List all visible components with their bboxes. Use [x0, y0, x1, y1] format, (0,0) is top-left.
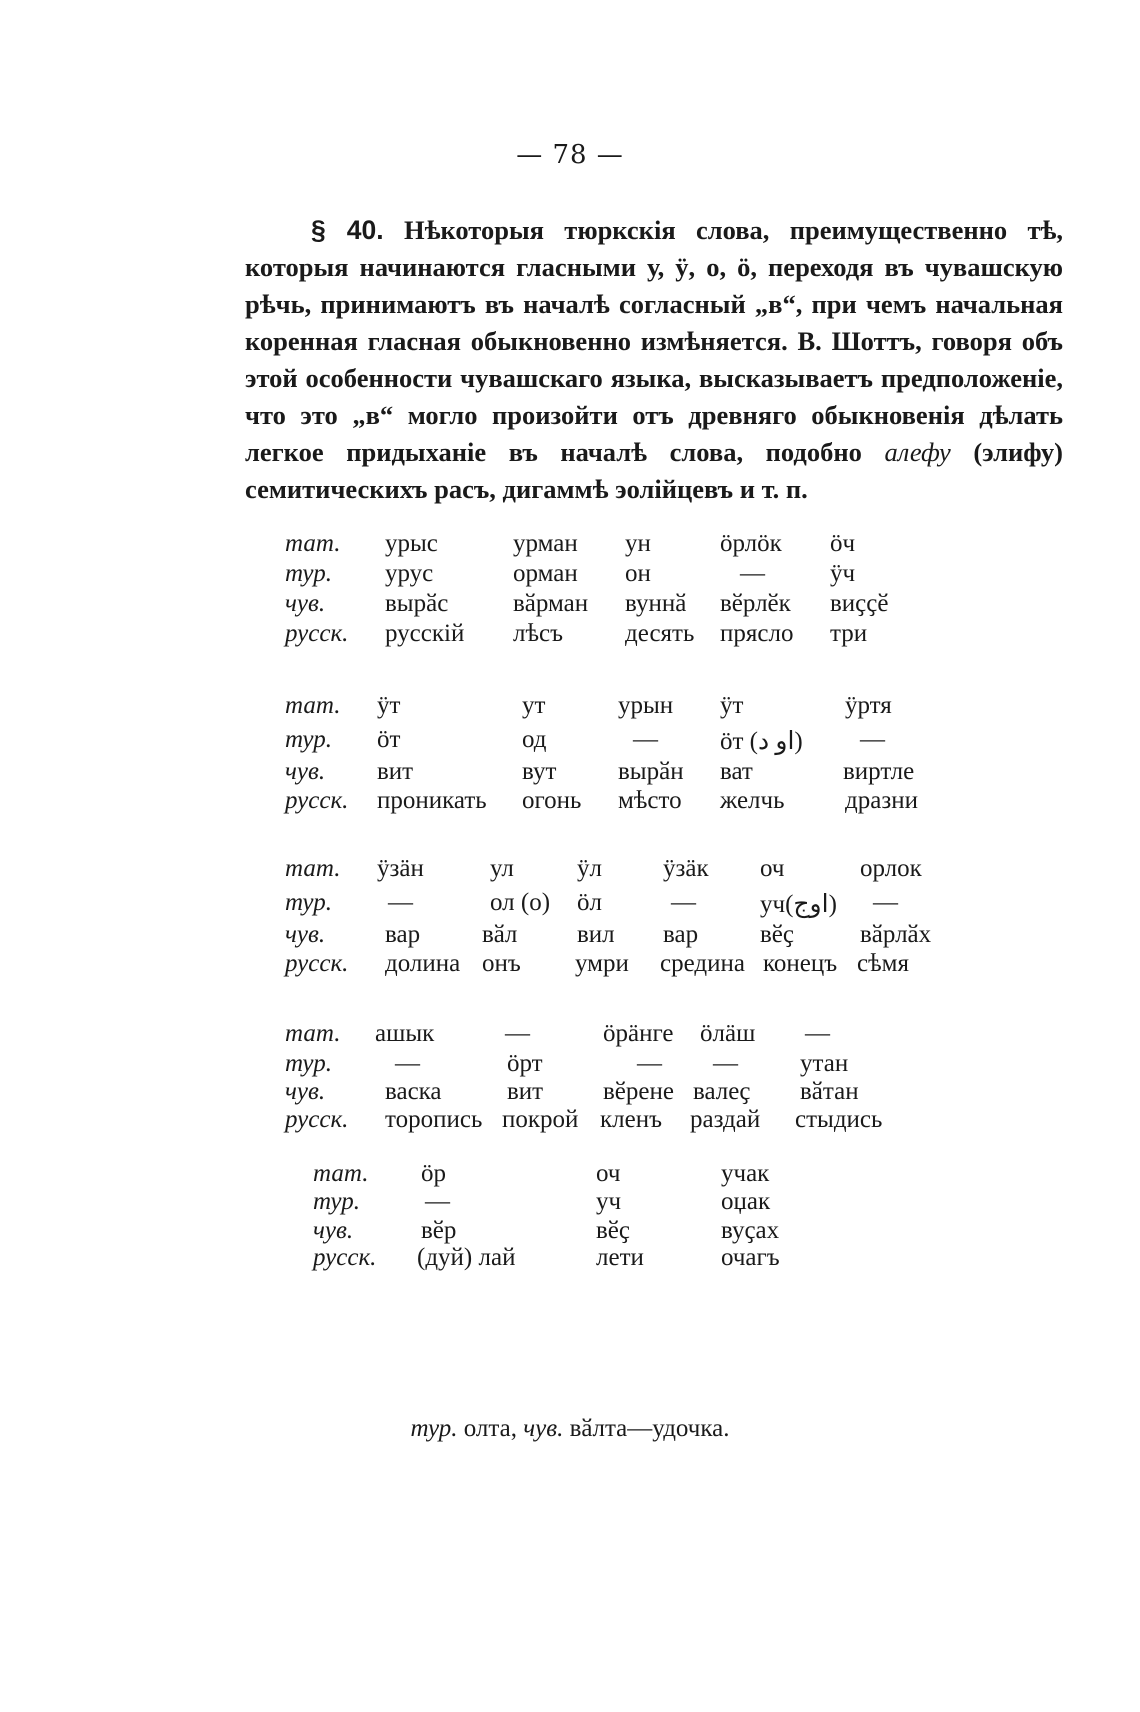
word-cell: ӧрлӧк [720, 530, 782, 557]
word-cell: вӑрман [513, 590, 589, 617]
word-cell: средина [660, 950, 745, 977]
word-cell: вӑрлӑх [860, 921, 932, 948]
lang-label: чув. [285, 758, 326, 785]
lang-label: тур. [313, 1188, 360, 1215]
word-cell: утан [800, 1050, 849, 1077]
word-cell: вӗҫ [760, 921, 794, 948]
lang-label: тат. [285, 1020, 341, 1047]
word-table-2 [285, 692, 1005, 827]
word-cell: — [713, 1050, 738, 1077]
word-cell: вар [663, 921, 699, 948]
word-cell: вӗҫ [596, 1217, 630, 1244]
footer-lang-2: чув. [523, 1415, 564, 1442]
word-cell: вӑтан [800, 1078, 859, 1105]
word-cell: ашык [375, 1020, 435, 1047]
word-cell: проникать [377, 787, 487, 814]
word-cell: урман [513, 530, 578, 557]
word-cell: вит [377, 758, 414, 785]
word-cell: — [388, 889, 413, 916]
lang-label: тур. [285, 726, 332, 753]
word-cell: прясло [720, 620, 794, 647]
word-cell: од [522, 726, 547, 753]
lang-label: тат. [285, 855, 341, 882]
word-cell: желчь [720, 787, 785, 814]
word-cell: ват [720, 758, 753, 785]
lang-label: чув. [285, 921, 326, 948]
word-cell: долина [385, 950, 461, 977]
word-cell: вӗр [421, 1217, 457, 1244]
word-cell: учак [721, 1160, 770, 1187]
word-cell: — [805, 1020, 830, 1047]
word-cell: оч [760, 855, 785, 882]
word-cell: — [395, 1050, 420, 1077]
word-cell: ӱч [830, 560, 856, 587]
word-cell: васка [385, 1078, 442, 1105]
word-cell: огонь [522, 787, 582, 814]
word-table-5 [313, 1160, 913, 1290]
word-cell: десять [625, 620, 695, 647]
word-cell: покрой [502, 1106, 579, 1133]
word-cell: сѣмя [857, 950, 909, 977]
lang-label: чув. [313, 1217, 354, 1244]
word-cell: урыс [385, 530, 438, 557]
word-cell: вут [522, 758, 557, 785]
word-cell: вуҫах [721, 1217, 780, 1244]
word-cell: — [860, 726, 885, 753]
word-table-1 [285, 530, 1005, 660]
word-cell: ӱртя [845, 692, 892, 719]
lang-label: чув. [285, 590, 326, 617]
word-cell: виртле [843, 758, 915, 785]
word-cell: умри [575, 950, 629, 977]
word-cell: вар [385, 921, 421, 948]
word-cell: вит [507, 1078, 544, 1105]
word-cell: ӧр [421, 1160, 446, 1187]
word-cell: русскій [385, 620, 465, 647]
word-cell: раздай [690, 1106, 761, 1133]
word-cell: уч(اوج) [760, 891, 837, 918]
page-number: — 78 — [516, 140, 624, 170]
word-cell: ӱзӓк [663, 855, 709, 882]
word-cell: виҫҫӗ [830, 590, 889, 617]
lang-label: русск. [285, 1106, 349, 1133]
word-cell: ут [522, 692, 546, 719]
lang-label: русск. [285, 950, 349, 977]
word-cell: ӧрӓнге [603, 1020, 674, 1047]
word-cell: он [625, 560, 651, 587]
word-cell: ӧлӓш [700, 1020, 756, 1047]
word-cell: очагъ [721, 1244, 780, 1271]
word-cell: ол (о) [490, 889, 551, 916]
word-cell: ул [490, 855, 514, 882]
word-cell: — [425, 1188, 450, 1215]
word-cell: кленъ [600, 1106, 663, 1133]
word-cell: ӧт (او د) [720, 728, 803, 755]
word-cell: вырӑс [385, 590, 449, 617]
section-paragraph [245, 212, 1063, 508]
word-cell: дразни [845, 787, 918, 814]
word-cell: оч [596, 1160, 621, 1187]
word-cell: лѣсъ [513, 620, 564, 647]
word-cell: валеҫ [693, 1078, 751, 1105]
word-cell: — [637, 1050, 662, 1077]
word-cell: ӧл [577, 889, 602, 916]
word-cell: лети [596, 1244, 644, 1271]
word-cell: ӱт [377, 692, 401, 719]
word-cell: ӧт [377, 726, 401, 753]
footer-word-2: вӑлта—удочка. [569, 1415, 730, 1442]
word-cell: мѣсто [618, 787, 682, 814]
word-cell: вырӑн [618, 758, 684, 785]
word-cell: ун [625, 530, 651, 557]
word-cell: онъ [482, 950, 521, 977]
word-cell: три [830, 620, 868, 647]
word-table-3 [285, 855, 1005, 985]
paragraph-text-1: Нѣкоторыя тюркскія слова, преимущественно тѣ, которыя начинаются гласными у, ӱ, о, ӧ, переходя въ чувашскую рѣчь, принимаютъ въ началѣ согласный „в“, при чемъ начальная коренная гласная обыкновенно измѣняется. В. Шоттъ, говоря объ этой особенности чувашскаго языка, высказываетъ предположеніе, что это „в“ могло произойти отъ древняго обыкновенія дѣлать легкое придыханіе въ началѣ слова, подобно [245, 215, 1063, 467]
word-table-4 [285, 1020, 1005, 1150]
word-cell: — [873, 889, 898, 916]
word-cell: ӱзӓн [377, 855, 424, 882]
word-cell: — [633, 726, 658, 753]
word-cell: конецъ [763, 950, 838, 977]
lang-label: русск. [313, 1244, 377, 1271]
word-cell: урус [385, 560, 434, 587]
italic-word: алефу [884, 437, 951, 467]
word-cell: — [671, 889, 696, 916]
word-cell: оџак [721, 1188, 771, 1215]
paragraph-text-2: (элифу) семитическихъ расъ, дигаммѣ эолійцевъ и т. п. [245, 437, 1064, 504]
word-cell: урын [618, 692, 674, 719]
lang-label: чув. [285, 1078, 326, 1105]
footer-example [0, 1415, 1140, 1443]
word-cell: ӱт [720, 692, 744, 719]
word-cell: стыдись [795, 1106, 883, 1133]
word-cell: вӗрлӗк [720, 590, 791, 617]
word-cell: вӗрене [603, 1078, 674, 1105]
word-cell: — [505, 1020, 530, 1047]
word-cell: торопись [385, 1106, 483, 1133]
footer-lang-1: тур. [410, 1415, 458, 1442]
word-cell: вил [577, 921, 615, 948]
lang-label: русск. [285, 787, 349, 814]
lang-label: тур. [285, 1050, 332, 1077]
word-cell: (дуй) лай [417, 1244, 516, 1271]
word-cell: ӧрт [507, 1050, 543, 1077]
word-cell: — [740, 560, 765, 587]
lang-label: русск. [285, 620, 349, 647]
word-cell: орлок [860, 855, 922, 882]
section-number: § 40. [311, 215, 384, 245]
word-cell: орман [513, 560, 578, 587]
lang-label: тат. [285, 692, 341, 719]
lang-label: тат. [285, 530, 341, 557]
lang-label: тур. [285, 889, 332, 916]
lang-label: тур. [285, 560, 332, 587]
lang-label: тат. [313, 1160, 369, 1187]
word-cell: вуннӑ [625, 590, 687, 617]
word-cell: ӧч [830, 530, 856, 557]
word-cell: вӑл [482, 921, 518, 948]
word-cell: уч [596, 1188, 622, 1215]
footer-word-1: олта, [463, 1415, 517, 1442]
word-cell: ӱл [577, 855, 602, 882]
